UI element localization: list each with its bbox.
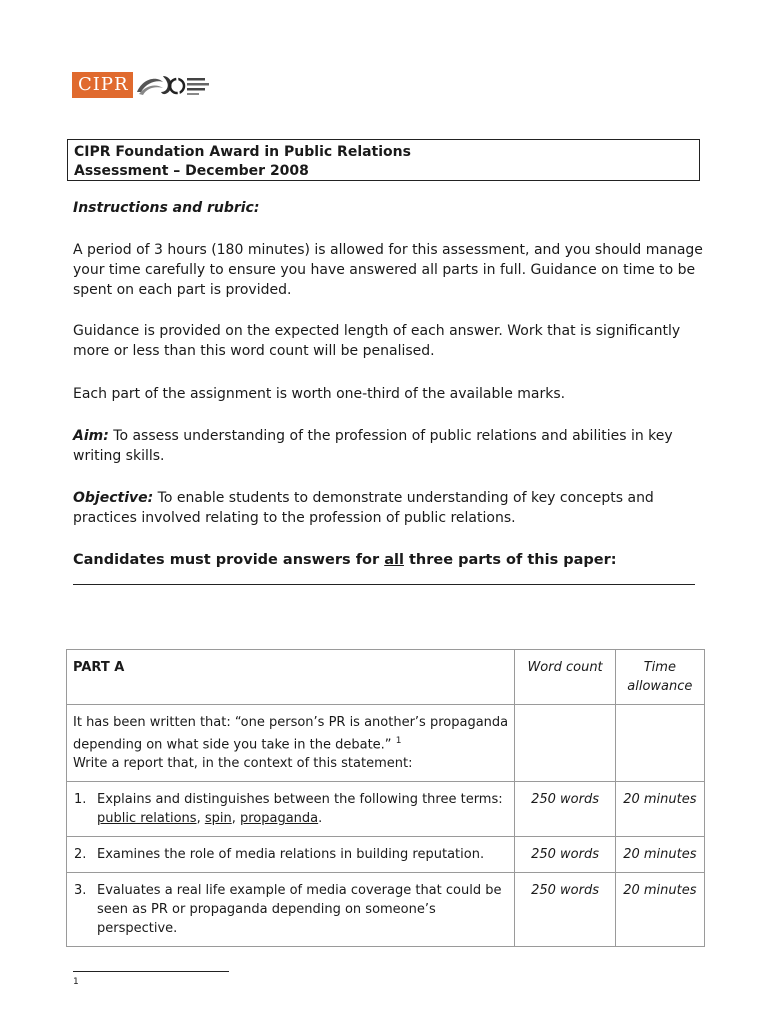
term-spin: spin xyxy=(204,811,232,827)
footnote-reference: 1 xyxy=(395,736,402,746)
time-value: 20 minutes xyxy=(623,847,697,863)
word-count-value: 250 words xyxy=(531,792,599,808)
word-count-header: Word count xyxy=(527,660,603,675)
assessment-date: Assessment – December 2008 xyxy=(74,163,309,179)
question-instruction: Write a report that, in the context of this statement: xyxy=(73,756,413,772)
logo-wordmark: CIPR xyxy=(72,72,133,98)
aim-text: To assess understanding of the profession of public relations and abilities in key writing skills. xyxy=(73,428,673,464)
item-text xyxy=(97,790,508,828)
candidates-text-after: three parts of this paper: xyxy=(403,552,617,568)
logo-emblem-icon xyxy=(133,72,213,98)
term-public-relations: public relations xyxy=(97,811,197,827)
instructions-paragraph-marks: Each part of the assignment is worth one-third of the available marks. xyxy=(73,386,566,402)
item-text: Examines the role of media relations in building reputation. xyxy=(97,847,485,863)
item-text-end: . xyxy=(318,811,323,827)
word-count-value: 250 words xyxy=(531,847,599,863)
term-separator: , xyxy=(196,811,205,827)
instructions-heading: Instructions and rubric: xyxy=(73,200,260,216)
candidates-text-before: Candidates must provide answers for xyxy=(73,552,385,568)
time-value: 20 minutes xyxy=(623,792,697,808)
award-title: CIPR Foundation Award in Public Relations xyxy=(74,144,411,160)
section-divider xyxy=(73,584,695,585)
time-value: 20 minutes xyxy=(623,883,697,899)
table-row xyxy=(67,782,705,837)
candidates-instruction xyxy=(73,550,703,570)
aim-paragraph xyxy=(73,426,703,466)
table-row xyxy=(67,705,705,782)
word-count-value: 250 words xyxy=(531,883,599,899)
instructions-paragraph-time: A period of 3 hours (180 minutes) is allowed for this assessment, and you should manage your time carefully to ensure you have answered all parts in full. Guidance on time to be spent on each part is provided. xyxy=(73,242,703,298)
term-separator: , xyxy=(231,811,240,827)
table-row xyxy=(67,837,705,873)
cipr-logo xyxy=(72,72,213,98)
item-number: 3. xyxy=(74,883,87,899)
part-a-table xyxy=(66,649,705,947)
item-number: 2. xyxy=(74,847,87,863)
item-text: Evaluates a real life example of media coverage that could be seen as PR or propaganda depending on someone’s perspective. xyxy=(97,883,502,937)
objective-text: To enable students to demonstrate understanding of key concepts and practices involved relating to the profession of public relations. xyxy=(73,490,654,526)
item-number: 1. xyxy=(74,792,87,808)
part-label: PART A xyxy=(73,660,125,675)
question-intro: It has been written that: “one person’s PR is another’s propaganda depending on what side you take in the debate.” xyxy=(73,715,509,753)
objective-paragraph xyxy=(73,488,703,528)
candidates-emphasis: all xyxy=(384,552,404,568)
objective-label: Objective: xyxy=(73,490,154,506)
time-allowance-header: Time allowance xyxy=(627,660,693,694)
assessment-title-box xyxy=(67,139,700,181)
table-row xyxy=(67,873,705,947)
instructions-paragraph-length: Guidance is provided on the expected length of each answer. Work that is significantly more or less than this word count will be penalised. xyxy=(73,323,681,359)
footnote-separator xyxy=(73,971,229,972)
item-text-intro: Explains and distinguishes between the following three terms: xyxy=(97,792,503,808)
table-header-row xyxy=(67,650,705,705)
aim-label: Aim: xyxy=(73,428,109,444)
term-propaganda: propaganda xyxy=(239,811,319,827)
footnote-marker: 1 xyxy=(73,977,79,987)
